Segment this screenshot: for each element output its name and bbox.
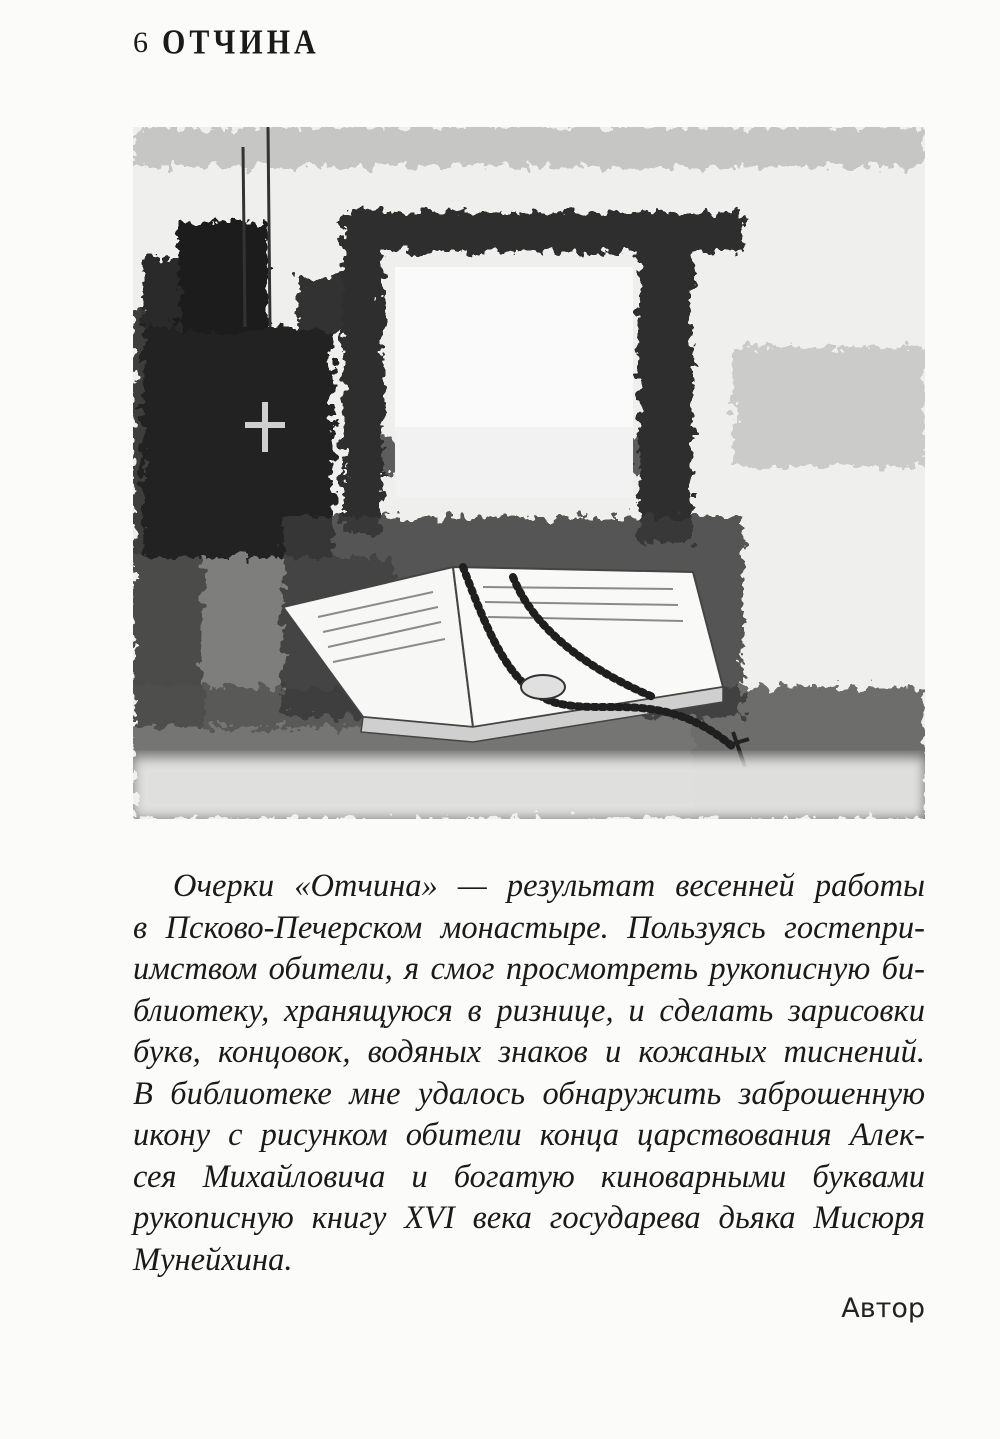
illustration (133, 127, 925, 819)
text-line: Мунейхина. (133, 1241, 293, 1278)
text-line: блиотеку, хранящуюся в ризнице, и сделать зарисовки (133, 992, 925, 1029)
text-line: икону с рисунком обители конца царствования Алек- (133, 1117, 925, 1153)
book-with-rosary-etching-icon (133, 127, 925, 819)
text-line: имством обители, я смог просмотреть рукописную би- (133, 951, 925, 987)
author-signature: Автор (841, 1293, 925, 1324)
page-number: 6 (133, 26, 148, 59)
text-line: букв, концовок, водяных знаков и кожаных тиснений. (133, 1034, 925, 1070)
text-line: Очерки «Отчина» — результат весенней работы (173, 868, 925, 904)
body-paragraph (133, 866, 925, 1281)
text-line: рукописную книгу XVI века государева дьяка Мисюря (133, 1200, 925, 1236)
text-line: сея Михайловича и богатую киноварными буквами (133, 1158, 925, 1195)
book-title: ОТЧИНА (162, 23, 320, 62)
running-head (133, 23, 320, 62)
text-line: В библиотеке мне удалось обнаружить заброшенную (133, 1075, 925, 1112)
text-line: в Псково-Печерском монастыре. Пользуясь гостепри- (133, 909, 925, 946)
